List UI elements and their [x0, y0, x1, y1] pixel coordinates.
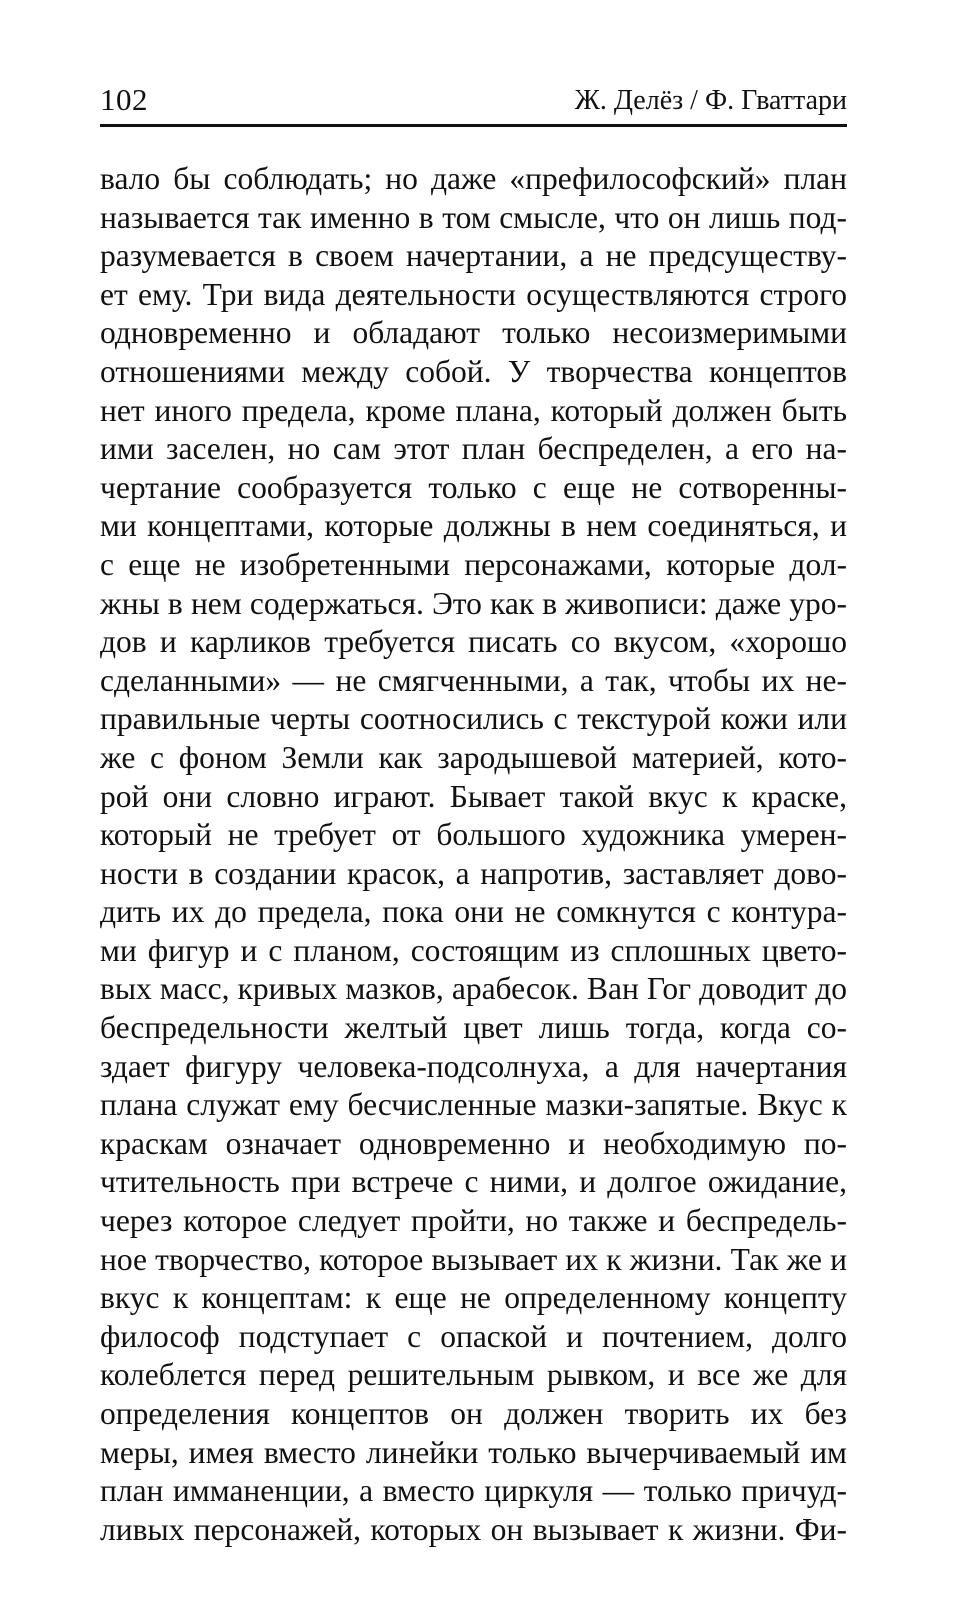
text-line: чтительность при встрече с ними, и долгое ожидание, [100, 1164, 847, 1200]
text-line: ное творчество, которое вызывает их к жизни. Так же и [100, 1241, 847, 1277]
text-line: же с фоном Земли как зародышевой материей, кото- [100, 739, 847, 775]
text-line: ливых персонажей, которых он вызывает к жизни. Фи- [100, 1511, 847, 1547]
text-line: краскам означает одновременно и необходимую по- [100, 1125, 847, 1161]
text-line: здает фигуру человека-подсолнуха, а для начертания [100, 1048, 847, 1084]
text-line: меры, имея вместо линейки только вычерчиваемый им [100, 1434, 847, 1470]
text-line: жны в нем содержаться. Это как в живописи: даже уро- [100, 585, 847, 621]
text-line: чертание сообразуется только с еще не сотворенны- [100, 469, 847, 505]
text-line: правильные черты соотносились с текстурой кожи или [100, 701, 847, 737]
text-line: вых масс, кривых мазков, арабесок. Ван Гог доводит до [100, 971, 847, 1007]
text-line: дить их до предела, пока они не сомкнутся с контура- [100, 894, 847, 930]
text-line: ими заселен, но сам этот план беспределен, а его на- [100, 431, 847, 467]
text-line: ет ему. Три вида деятельности осуществляются строго [100, 276, 847, 312]
running-head-authors: Ж. Делёз / Ф. Гваттари [574, 85, 847, 116]
text-line: дов и карликов требуется писать со вкусом, «хорошо [100, 624, 847, 660]
text-line: называется так именно в том смысле, что он лишь под- [100, 199, 847, 235]
text-line: сделанными» — не смягченными, а так, чтобы их не- [100, 662, 847, 698]
text-line: рой они словно играют. Бывает такой вкус к краске, [100, 778, 847, 814]
text-line: план имманенции, а вместо циркуля — только причуд- [100, 1473, 847, 1509]
text-line: беспредельности желтый цвет лишь тогда, когда со- [100, 1010, 847, 1046]
text-line: ми концептами, которые должны в нем соединяться, и [100, 508, 847, 544]
text-line: философ подступает с опаской и почтением, долго [100, 1318, 847, 1354]
text-line: вкус к концептам: к еще не определенному концепту [100, 1280, 847, 1316]
page-number: 102 [100, 82, 148, 117]
text-line: нет иного предела, кроме плана, который должен быть [100, 392, 847, 428]
text-line: разумевается в своем начертании, а не предсуществу- [100, 238, 847, 274]
text-line: определения концептов он должен творить их без [100, 1396, 847, 1431]
header-rule [100, 124, 847, 127]
text-line: который не требует от большого художника умерен- [100, 817, 847, 853]
running-head [100, 78, 847, 122]
text-line: плана служат ему бесчисленные мазки-запятые. Вкус к [100, 1087, 847, 1123]
body-text [100, 160, 847, 1547]
text-line: ности в создании красок, а напротив, заставляет дово- [100, 855, 847, 891]
text-line: ми фигур и с планом, состоящим из сплошных цвето- [100, 932, 847, 968]
text-line: через которое следует пройти, но также и беспредель- [100, 1203, 847, 1239]
text-line: отношениями между собой. У творчества концептов [100, 353, 847, 389]
text-line: с еще не изобретенными персонажами, которые дол- [100, 546, 847, 582]
text-line: одновременно и обладают только несоизмеримыми [100, 315, 847, 351]
text-line: колеблется перед решительным рывком, и все же для [100, 1357, 847, 1393]
text-line: вало бы соблюдать; но даже «префилософский» план [100, 161, 847, 196]
